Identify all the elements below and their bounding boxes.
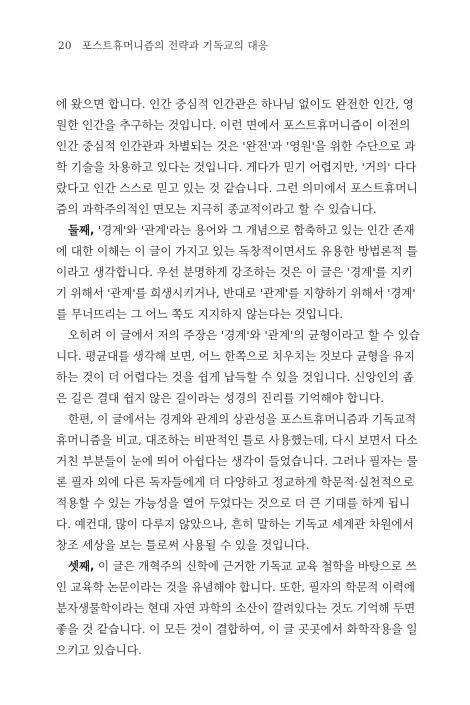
- line-text: '경계'와 '관계'라는 용어와 그 개념으로 함축하고 있는 인간 존재: [94, 223, 415, 237]
- text-line: [56, 535, 420, 556]
- text-line: [56, 640, 420, 661]
- text-line: [56, 346, 420, 367]
- text-line: [56, 115, 420, 136]
- text-line: [56, 304, 420, 325]
- line-text: 즘의 과학주의적인 면모는 지극히 종교적이라고 할 수 있습니다.: [56, 202, 377, 216]
- line-text: 은 길은 결대 쉽지 않은 길이라는 성경의 진리를 기억해야 합니다.: [56, 391, 385, 405]
- line-text: 니다. 평균대를 생각해 보면, 어느 한쪽으로 치우치는 것보다 균형을 유지: [56, 349, 415, 363]
- text-line: [56, 262, 420, 283]
- line-text: 론 필자 외에 다른 독자들에게 더 다양하고 정교하게 학문적·실천적으로: [56, 475, 414, 489]
- line-text: 인간 중심적 인간관과 차별되는 것은 '완전'과 '영원'을 위한 수단으로 과: [56, 139, 416, 153]
- text-line: [56, 241, 420, 262]
- line-text: 좋을 것 같습니다. 이 모든 것이 결합하여, 이 글 곳곳에서 화학작용을 일: [56, 622, 418, 636]
- text-line: [56, 199, 420, 220]
- text-line: [56, 451, 420, 472]
- text-line: [56, 136, 420, 157]
- line-text: 으키고 있습니다.: [56, 643, 142, 657]
- text-line: [56, 220, 420, 241]
- text-line: [56, 325, 420, 346]
- text-line: [56, 388, 420, 409]
- line-text: 거친 부분들이 눈에 띄어 아쉽다는 생각이 들었습니다. 그러나 필자는 물: [56, 454, 418, 468]
- line-text: 랐다고 인간 스스로 믿고 있는 것 같습니다. 그런 의미에서 포스트휴머니: [56, 181, 418, 195]
- line-text: 다. 예컨대, 많이 다루지 않았으나, 흔히 말하는 기독교 세계관 차원에서: [56, 517, 414, 531]
- text-line: [56, 409, 420, 430]
- text-line: [56, 598, 420, 619]
- line-text: 창조 세상을 보는 틀로써 사용될 수 있을 것입니다.: [56, 538, 310, 552]
- text-line: [56, 577, 420, 598]
- line-text: 이 글은 개혁주의 신학에 근거한 기독교 교육 철학을 바탕으로 쓰: [94, 559, 417, 573]
- line-text: 분자생물학이라는 현대 자연 과학의 소산이 깔려있다는 것도 기억해 두면: [56, 601, 416, 615]
- line-text: 에 대한 이해는 이 글이 가지고 있는 독창적이면서도 유용한 방법론적 틀: [56, 244, 418, 258]
- text-line: [56, 157, 420, 178]
- text-line: [56, 619, 420, 640]
- line-text: 한편, 이 글에서는 경계와 관계의 상관성을 포스트휴머니즘과 기독교적: [68, 412, 417, 426]
- page-number: 20: [58, 40, 72, 52]
- paragraph: [56, 325, 420, 409]
- line-text: 적용할 수 있는 가능성을 열어 두었다는 것으로 더 큰 기대를 하게 됩니: [56, 496, 411, 510]
- line-text: 에 왔으면 합니다. 인간 중심적 인간관은 하나님 없이도 완전한 인간, 영: [56, 97, 414, 111]
- line-text: 원한 인간을 추구하는 것입니다. 이런 면에서 포스트휴머니즘이 이전의: [56, 118, 411, 132]
- text-line: [56, 556, 420, 577]
- text-line: [56, 472, 420, 493]
- text-line: [56, 514, 420, 535]
- line-text: 기 위해서 '관계'를 희생시키거나, 반대로 '관계'를 지향하기 위해서 '경계': [56, 286, 416, 300]
- paragraph: [56, 409, 420, 556]
- line-text: 를 무너뜨리는 그 어느 쪽도 지지하지 않는다는 것입니다.: [56, 307, 344, 321]
- text-line: [56, 493, 420, 514]
- text-line: [56, 367, 420, 388]
- line-text: 이라고 생각합니다. 우선 분명하게 강조하는 것은 이 글은 '경계'를 지키: [56, 265, 413, 279]
- paragraph: [56, 556, 420, 661]
- line-text: 인 교육학 논문이라는 것을 유념해야 합니다. 또한, 필자의 학문적 이력에: [56, 580, 415, 594]
- line-text: 오히려 이 글에서 저의 주장은 '경계'와 '관계'의 균형이라고 할 수 있습: [68, 328, 420, 342]
- book-title: 포스트휴머니즘의 전략과 기독교의 대응: [81, 40, 269, 52]
- paragraph: [56, 220, 420, 325]
- line-text: 하는 것이 더 어렵다는 것을 쉽게 납득할 수 있을 것입니다. 신앙인의 좁: [56, 370, 414, 384]
- text-line: [56, 430, 420, 451]
- text-line: [56, 178, 420, 199]
- section-marker: 셋째,: [68, 559, 95, 573]
- section-marker: 둘째,: [68, 223, 95, 237]
- body-text: [56, 94, 420, 661]
- paragraph: [56, 94, 420, 220]
- running-header: [58, 38, 268, 53]
- line-text: 휴머니즘을 비교, 대조하는 비판적인 틀로 사용했는데, 다시 보면서 다소: [56, 433, 418, 447]
- text-line: [56, 283, 420, 304]
- line-text: 학 기술을 차용하고 있다는 것입니다. 게다가 믿기 어렵지만, '거의' 다다: [56, 160, 417, 174]
- text-line: [56, 94, 420, 115]
